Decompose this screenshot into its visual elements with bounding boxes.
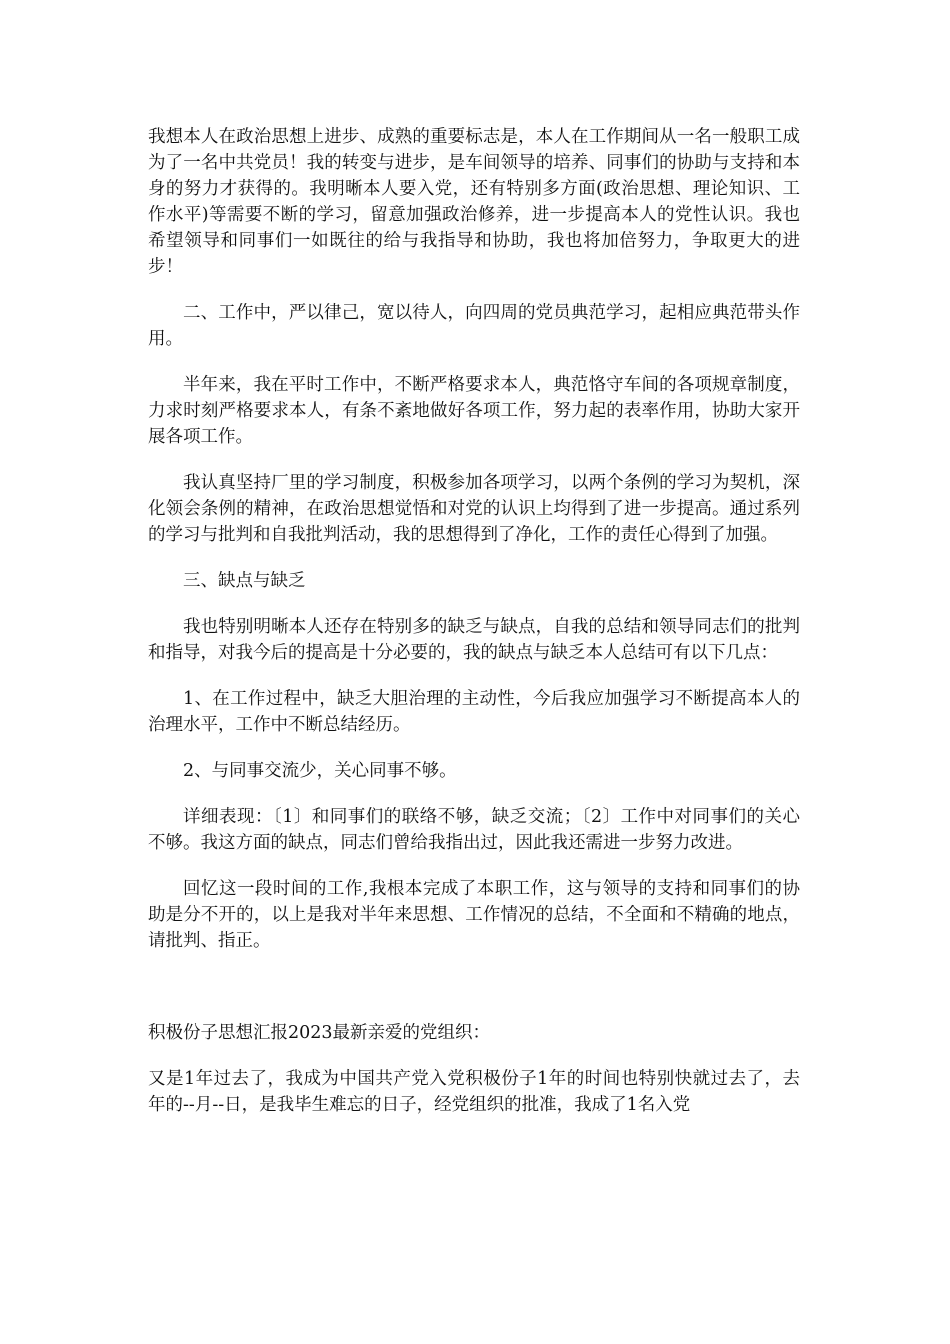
paragraph-political-progress: 我想本人在政治思想上进步、成熟的重要标志是，本人在工作期间从一名一般职工成为了一名中共党员！我的转变与进步，是车间领导的培养、同事们的协助与支持和本身的努力才获得的。我明晰本人要入党，还有特别多方面(政治思想、理论知识、工作水平)等需要不断的学习，留意加强政治修养，进一步提高本人的党性认识。我也希望领导和同事们一如既往的给与我指导和协助，我也将加倍努力，争取更大的进步！ bbox=[148, 127, 800, 277]
paragraph-report-opening: 又是1年过去了，我成为中国共产党入党积极份子1年的时间也特别快就过去了，去年的--月--日，是我毕生难忘的日子，经党组织的批准，我成了1名入党 bbox=[148, 1069, 800, 1115]
document-page bbox=[148, 124, 800, 1138]
paragraph-half-year: 半年来，我在平时工作中，不断严格要求本人，典范恪守车间的各项规章制度，力求时刻严格要求本人，有条不紊地做好各项工作，努力起的表率作用，协助大家开展各项工作。 bbox=[148, 375, 800, 447]
paragraph-conclusion: 回忆这一段时间的工作,我根本完成了本职工作，这与领导的支持和同事们的协助是分不开的，以上是我对半年来思想、工作情况的总结，不全面和不精确的地点，请批判、指正。 bbox=[148, 879, 800, 951]
section-heading-shortcomings: 三、缺点与缺乏 bbox=[183, 571, 306, 591]
section-heading-work: 二、工作中，严以律己，宽以待人，向四周的党员典范学习，起相应典范带头作用。 bbox=[148, 303, 800, 349]
report-title: 积极份子思想汇报2023最新亲爱的党组织： bbox=[148, 1023, 491, 1043]
paragraph-shortcomings-intro: 我也特别明晰本人还存在特别多的缺乏与缺点，自我的总结和领导同志们的批判和指导，对我今后的提高是十分必要的，我的缺点与缺乏本人总结可有以下几点： bbox=[148, 617, 800, 663]
list-item-shortcoming-2: 2、与同事交流少，关心同事不够。 bbox=[183, 761, 457, 781]
paragraph-details: 详细表现：〔1〕和同事们的联络不够，缺乏交流；〔2〕工作中对同事们的关心不够。我这方面的缺点，同志们曾给我指出过，因此我还需进一步努力改进。 bbox=[148, 807, 800, 853]
paragraph-study: 我认真坚持厂里的学习制度，积极参加各项学习，以两个条例的学习为契机，深化领会条例的精神，在政治思想觉悟和对党的认识上均得到了进一步提高。通过系列的学习与批判和自我批判活动，我的思想得到了净化，工作的责任心得到了加强。 bbox=[148, 473, 800, 545]
list-item-shortcoming-1: 1、在工作过程中，缺乏大胆治理的主动性，今后我应加强学习不断提高本人的治理水平，工作中不断总结经历。 bbox=[148, 689, 800, 735]
